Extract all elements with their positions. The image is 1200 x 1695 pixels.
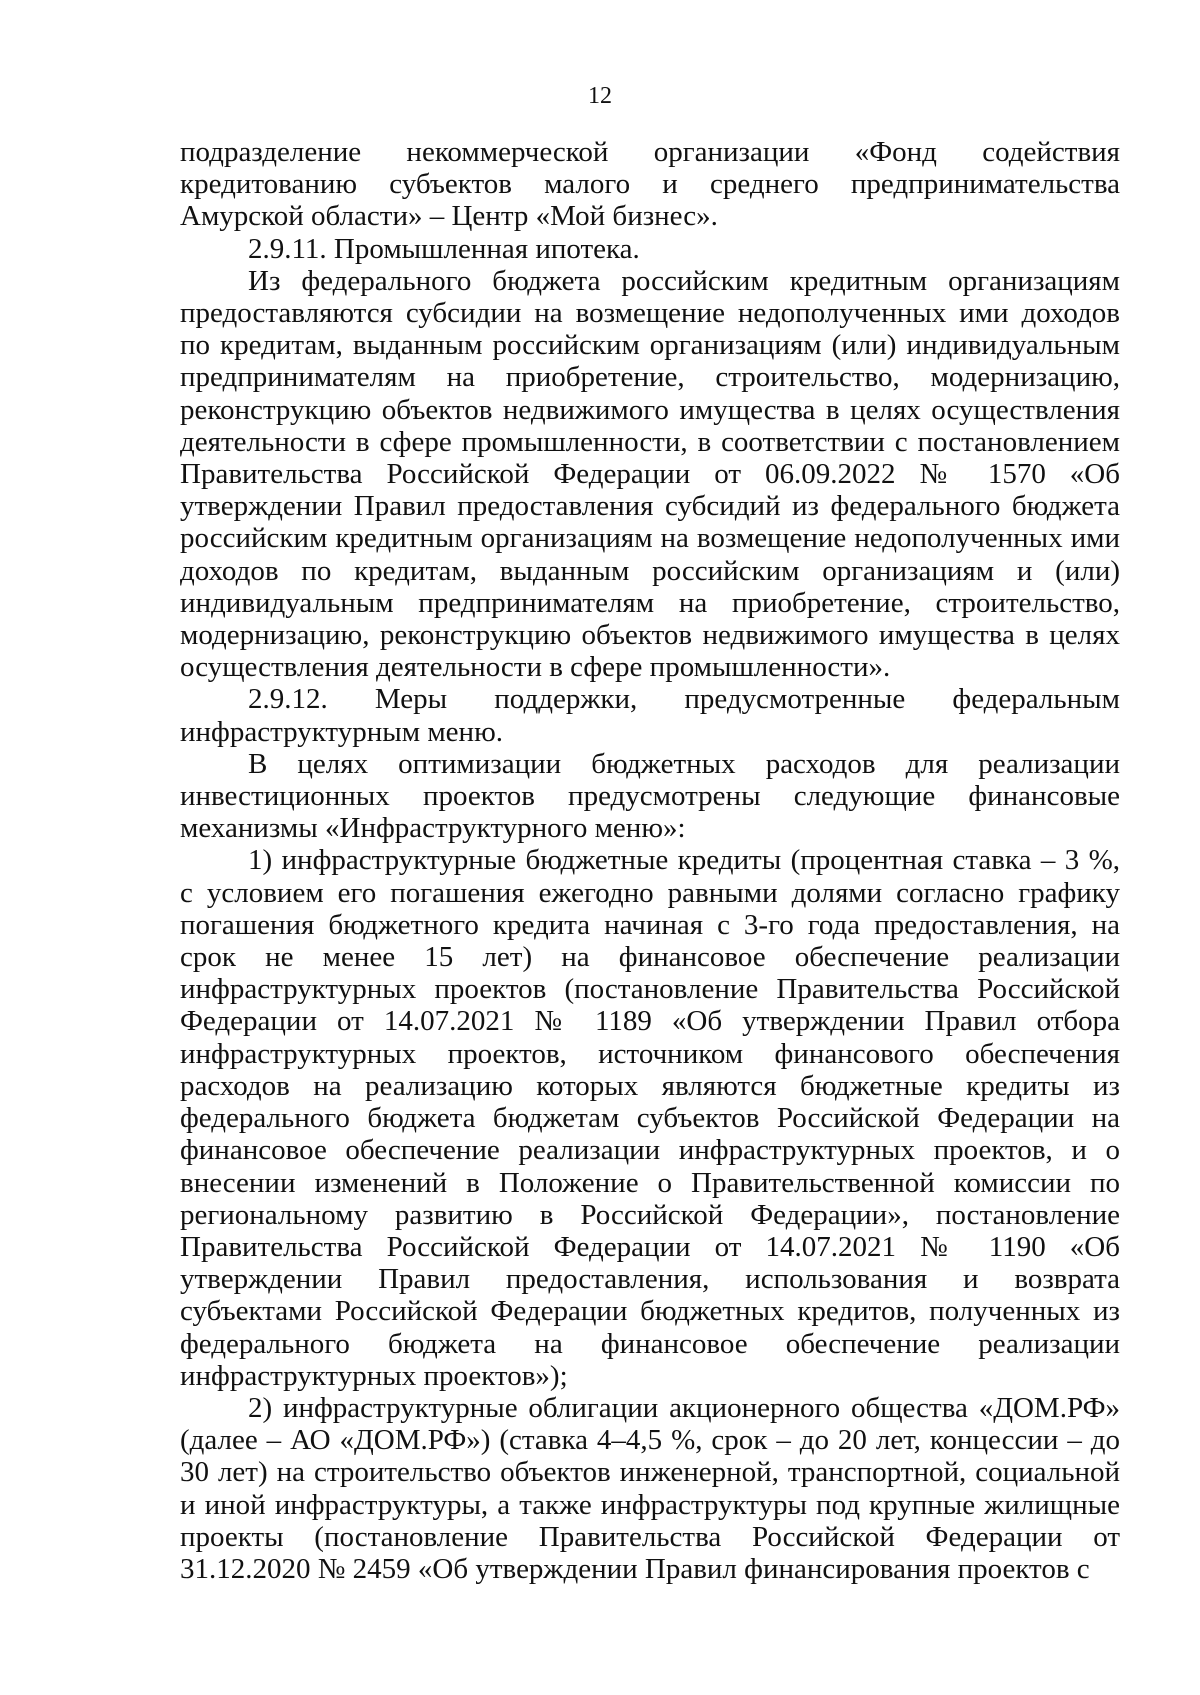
heading-industrial-mortgage: 2.9.11. Промышленная ипотека. [248, 232, 640, 265]
paragraph-industrial-mortgage: Из федерального бюджета российским кредитным организациям предоставляются субсидии на возмещение недополученных ими доходов по кредитам, выданным российским организациям (или) индивидуальным предпринимателям на приобретение, строительство, модернизацию, реконструкцию объектов недвижимого имущества в целях осуществления деятельности в сфере промышленности, в соответствии с постановлением Правительства Российской Федерации от 06.09.2022 № 1570 «Об утверждении Правил предоставления субсидий из федерального бюджета российским кредитным организациям на возмещение недополученных ими доходов по кредитам, выданным российским организациям и (или) индивидуальным предпринимателям на приобретение, строительство, модернизацию, реконструкцию объектов недвижимого имущества в целях осуществления деятельности в сфере промышленности». [180, 264, 1120, 684]
page-number: 12 [588, 83, 612, 109]
document-body [180, 136, 1120, 1585]
paragraph-fund-continuation: подразделение некоммерческой организации «Фонд содействия кредитованию субъектов малого и среднего предпринимательства Амурской области» – Центр «Мой бизнес». [180, 136, 1120, 233]
heading-infrastructure-menu: 2.9.12. Меры поддержки, предусмотренные федеральным инфраструктурным меню. [180, 683, 1120, 748]
paragraph-infrastructure-menu-intro: В целях оптимизации бюджетных расходов для реализации инвестиционных проектов предусмотрены следующие финансовые механизмы «Инфраструктурного меню»: [180, 747, 1120, 845]
list-item-infrastructure-credits: 1) инфраструктурные бюджетные кредиты (процентная ставка – 3 %, с условием его погашения ежегодно равными долями согласно графику погашения бюджетного кредита начиная с 3-го года предоставления, на срок не менее 15 лет) на финансовое обеспечение реализации инфраструктурных проектов (постановление Правительства Российской Федерации от 14.07.2021 № 1189 «Об утверждении Правил отбора инфраструктурных проектов, источником финансового обеспечения расходов на реализацию которых являются бюджетные кредиты из федерального бюджета бюджетам субъектов Российской Федерации на финансовое обеспечение реализации инфраструктурных проектов, и о внесении изменений в Положение о Правительственной комиссии по региональному развитию в Российской Федерации», постановление Правительства Российской Федерации от 14.07.2021 № 1190 «Об утверждении Правил предоставления, использования и возврата субъектами Российской Федерации бюджетных кредитов, полученных из федерального бюджета на финансовое обеспечение реализации инфраструктурных проектов»); [180, 844, 1120, 1392]
list-item-infrastructure-bonds: 2) инфраструктурные облигации акционерного общества «ДОМ.РФ» (далее – АО «ДОМ.РФ») (ставка 4–4,5 %, срок – до 20 лет, концессии – до 30 лет) на строительство объектов инженерной, транспортной, социальной и иной инфраструктуры, а также инфраструктуры под крупные жилищные проекты (постановление Правительства Российской Федерации от 31.12.2020 № 2459 «Об утверждении Правил финансирования проектов с [180, 1391, 1120, 1585]
